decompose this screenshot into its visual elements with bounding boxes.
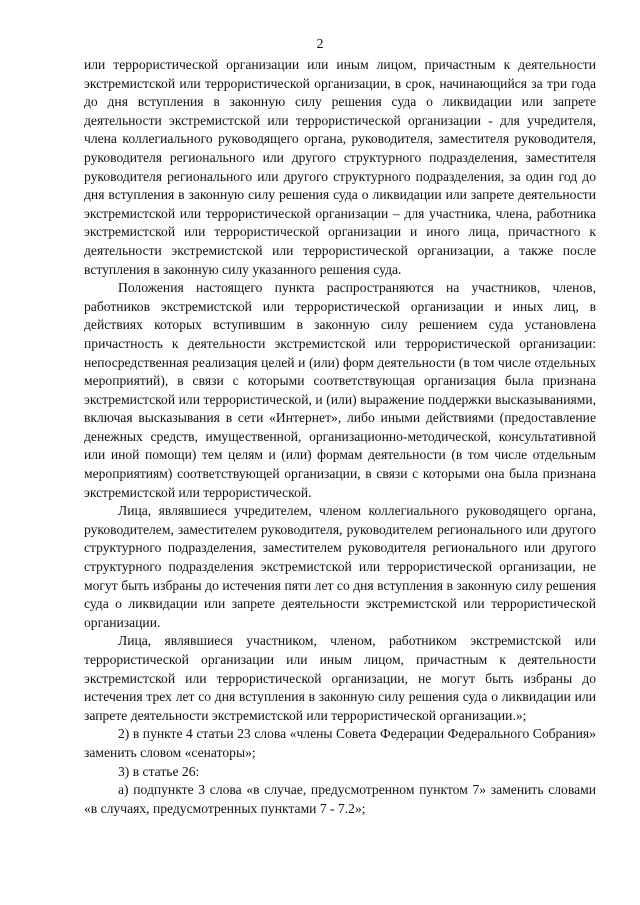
paragraph: 3) в статье 26: <box>118 763 200 779</box>
paragraph: Лица, являвшиеся учредителем, членом коллегиального руководящего органа, руководителем, заместителем руководителя, руководителем регионального или другого структурного подразделения, заместителем руководителя регионального или другого структурного подразделения экстремистской или террористической организации, не могут быть избраны до истечения пяти лет со дня вступления в законную силу решения суда о ликвидации или запрете деятельности экстремистской или террористической организации. <box>84 503 596 630</box>
paragraph: 2) в пункте 4 статьи 23 слова «члены Совета Федерации Федерального Собрания» заменить словом «сенаторы»; <box>84 726 596 760</box>
paragraph: или террористической организации или иным лицом, причастным к деятельности экстремистской или террористической организации, в срок, начинающийся за три года до дня вступления в законную силу решения суда о ликвидации или запрете деятельности экстремистской или террористической организации - для учредителя, члена коллегиального руководящего органа, руководителя, заместителя руководителя, руководителя регионального или другого структурного подразделения, заместителя руководителя регионального или другого структурного подразделения, за один год до дня вступления в законную силу решения суда о ликвидации или запрете деятельности экстремистской или террористической организации – для участника, члена, работника экстремистской или террористической организации и иного лица, причастного к деятельности экстремистской или террористической организации, а также после вступления в законную силу указанного решения суда. <box>84 57 596 277</box>
document-body <box>84 56 596 818</box>
paragraph: Лица, являвшиеся участником, членом, работником экстремистской или террористической организации или иным лицом, причастным к деятельности экстремистской или террористической организации, не могут быть избраны до истечения трех лет со дня вступления в законную силу решения суда о ликвидации или запрете деятельности экстремистской или террористической организации.»; <box>84 633 596 723</box>
page-number: 2 <box>316 37 324 52</box>
paragraph: а) подпункте 3 слова «в случае, предусмотренном пунктом 7» заменить словами «в случаях, предусмотренных пунктами 7 - 7.2»; <box>84 782 596 816</box>
paragraph: Положения настоящего пункта распространяются на участников, членов, работников экстремистской или террористической организации и иных лиц, в действиях которых вступившим в законную силу решением суда установлена причастность к деятельности экстремистской или террористической организации: непосредственная реализация целей и (или) форм деятельности (в том числе отдельных мероприятий), в связи с которыми соответствующая организация была признана экстремистской или террористической, и (или) выражение поддержки высказываниями, включая высказывания в сети «Интернет», либо иными действиями (предоставление денежных средств, имущественной, организационно-методической, консультативной или иной помощи) тем целям и (или) формам деятельности (в том числе отдельным мероприятиям) соответствующей организации, в связи с которыми она была признана экстремистской или террористической. <box>84 280 596 500</box>
